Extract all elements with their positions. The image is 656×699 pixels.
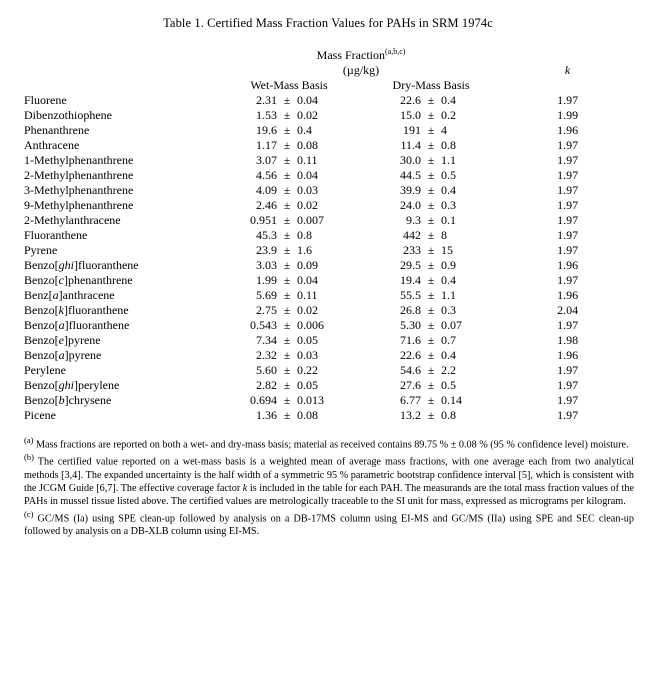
analyte-name: 3-Methylphenanthrene	[24, 183, 134, 197]
plus-minus-symbol: ±	[283, 138, 291, 152]
dry-mass-value: 6.77	[400, 393, 421, 407]
wet-mass-value: 0.951	[250, 213, 277, 227]
table-row	[24, 108, 632, 123]
analyte-name: Perylene	[24, 363, 66, 377]
dry-mass-value: 233	[403, 243, 421, 257]
table-row	[24, 183, 632, 198]
plus-minus-symbol: ±	[427, 273, 435, 287]
dry-mass-value: 22.6	[400, 348, 421, 362]
coverage-factor-value: 1.97	[557, 198, 579, 212]
page-title: Table 1. Certified Mass Fraction Values for PAHs in SRM 1974c	[163, 16, 493, 30]
analyte-name: Anthracene	[24, 138, 80, 152]
wet-mass-value: 5.69	[256, 288, 277, 302]
header-blank-1	[24, 47, 219, 63]
analyte-name: 9-Methylphenanthrene	[24, 198, 134, 212]
wet-mass-value: 2.46	[256, 198, 277, 212]
footnote	[24, 509, 634, 538]
table-row	[24, 138, 632, 153]
analyte-name: Benzo[c]phenanthrene	[24, 273, 133, 287]
plus-minus-symbol: ±	[427, 288, 435, 302]
wet-mass-uncertainty: 0.013	[297, 393, 324, 407]
dry-mass-uncertainty: 0.3	[441, 198, 456, 212]
wet-mass-value: 1.53	[256, 108, 277, 122]
coverage-factor-value: 2.04	[557, 303, 579, 317]
wet-mass-uncertainty: 0.11	[297, 288, 318, 302]
coverage-factor-value: 1.97	[557, 93, 579, 107]
coverage-factor-value: 1.97	[557, 138, 579, 152]
wet-mass-uncertainty: 0.02	[297, 303, 318, 317]
analyte-name: 2-Methylanthracene	[24, 213, 121, 227]
dry-mass-value: 9.3	[406, 213, 421, 227]
plus-minus-symbol: ±	[283, 363, 291, 377]
table-row	[24, 213, 632, 228]
wet-mass-uncertainty: 0.8	[297, 228, 312, 242]
wet-mass-uncertainty: 0.08	[297, 138, 318, 152]
plus-minus-symbol: ±	[283, 153, 291, 167]
wet-mass-value: 0.543	[250, 318, 277, 332]
footnote	[24, 452, 634, 508]
analyte-name: Benzo[b]chrysene	[24, 393, 112, 407]
wet-mass-uncertainty: 0.04	[297, 168, 318, 182]
header-coverage-factor: k	[564, 63, 571, 77]
plus-minus-symbol: ±	[427, 168, 435, 182]
wet-mass-uncertainty: 0.04	[297, 273, 318, 287]
wet-mass-uncertainty: 0.04	[297, 93, 318, 107]
plus-minus-symbol: ±	[283, 213, 291, 227]
wet-mass-uncertainty: 0.05	[297, 378, 318, 392]
analyte-name: 1-Methylphenanthrene	[24, 153, 134, 167]
wet-mass-uncertainty: 0.007	[297, 213, 324, 227]
analyte-name: Benzo[k]fluoranthene	[24, 303, 129, 317]
wet-mass-value: 1.99	[256, 273, 277, 287]
wet-mass-uncertainty: 0.22	[297, 363, 318, 377]
table-header	[24, 47, 632, 93]
table-row	[24, 378, 632, 393]
wet-mass-uncertainty: 0.03	[297, 183, 318, 197]
plus-minus-symbol: ±	[427, 363, 435, 377]
plus-minus-symbol: ±	[283, 288, 291, 302]
dry-mass-uncertainty: 2.2	[441, 363, 456, 377]
coverage-factor-value: 1.96	[557, 123, 579, 137]
table-row	[24, 228, 632, 243]
wet-mass-value: 1.36	[256, 408, 277, 422]
dry-mass-uncertainty: 0.5	[441, 168, 456, 182]
wet-mass-value: 19.6	[256, 123, 277, 137]
table-row	[24, 153, 632, 168]
analyte-name: Fluoranthene	[24, 228, 88, 242]
coverage-factor-value: 1.97	[557, 273, 579, 287]
table-row	[24, 258, 632, 273]
plus-minus-symbol: ±	[427, 348, 435, 362]
dry-mass-value: 24.0	[400, 198, 421, 212]
table-row	[24, 243, 632, 258]
table-row	[24, 348, 632, 363]
dry-mass-value: 29.5	[400, 258, 421, 272]
dry-mass-value: 54.6	[400, 363, 421, 377]
plus-minus-symbol: ±	[427, 243, 435, 257]
plus-minus-symbol: ±	[427, 318, 435, 332]
wet-mass-uncertainty: 0.02	[297, 108, 318, 122]
analyte-name: 2-Methylphenanthrene	[24, 168, 134, 182]
dry-mass-uncertainty: 0.1	[441, 213, 456, 227]
table-row	[24, 198, 632, 213]
analyte-name: Fluorene	[24, 93, 67, 107]
footnotes	[24, 435, 634, 539]
dry-mass-value: 442	[403, 228, 421, 242]
plus-minus-symbol: ±	[283, 183, 291, 197]
table-row	[24, 318, 632, 333]
footnote-marker: (a)	[24, 435, 34, 445]
plus-minus-symbol: ±	[427, 213, 435, 227]
analyte-name: Benzo[ghi]fluoranthene	[24, 258, 139, 272]
coverage-factor-value: 1.96	[557, 288, 579, 302]
dry-mass-uncertainty: 15	[441, 243, 453, 257]
dry-mass-value: 11.4	[400, 138, 421, 152]
plus-minus-symbol: ±	[283, 273, 291, 287]
analyte-name: Pyrene	[24, 243, 58, 257]
table-row	[24, 123, 632, 138]
wet-mass-uncertainty: 0.09	[297, 258, 318, 272]
wet-mass-value: 3.07	[256, 153, 277, 167]
coverage-factor-value: 1.96	[557, 258, 579, 272]
wet-mass-value: 2.82	[256, 378, 277, 392]
plus-minus-symbol: ±	[283, 168, 291, 182]
dry-mass-uncertainty: 1.1	[441, 288, 456, 302]
header-dry-mass-basis: Dry-Mass Basis	[392, 78, 470, 92]
wet-mass-value: 2.75	[256, 303, 277, 317]
header-blank-2	[24, 63, 219, 78]
document-page	[0, 16, 656, 699]
wet-mass-uncertainty: 0.03	[297, 348, 318, 362]
dry-mass-uncertainty: 0.3	[441, 303, 456, 317]
dry-mass-value: 71.6	[400, 333, 421, 347]
coverage-factor-value: 1.97	[557, 183, 579, 197]
dry-mass-value: 15.0	[400, 108, 421, 122]
coverage-factor-value: 1.99	[557, 108, 579, 122]
wet-mass-value: 2.31	[256, 93, 277, 107]
plus-minus-symbol: ±	[427, 378, 435, 392]
header-row-massfraction	[24, 47, 632, 63]
plus-minus-symbol: ±	[427, 123, 435, 137]
plus-minus-symbol: ±	[283, 123, 291, 137]
wet-mass-value: 4.09	[256, 183, 277, 197]
dry-mass-uncertainty: 0.4	[441, 183, 456, 197]
plus-minus-symbol: ±	[283, 198, 291, 212]
dry-mass-value: 30.0	[400, 153, 421, 167]
dry-mass-value: 26.8	[400, 303, 421, 317]
coverage-factor-value: 1.97	[557, 378, 579, 392]
plus-minus-symbol: ±	[283, 108, 291, 122]
plus-minus-symbol: ±	[283, 258, 291, 272]
coverage-factor-value: 1.97	[557, 213, 579, 227]
wet-mass-uncertainty: 0.08	[297, 408, 318, 422]
coverage-factor-value: 1.97	[557, 393, 579, 407]
table-row	[24, 93, 632, 108]
plus-minus-symbol: ±	[283, 348, 291, 362]
table-row	[24, 333, 632, 348]
analyte-name: Benzo[ghi]perylene	[24, 378, 120, 392]
wet-mass-value: 1.17	[256, 138, 277, 152]
analyte-name: Picene	[24, 408, 56, 422]
wet-mass-value: 5.60	[256, 363, 277, 377]
plus-minus-symbol: ±	[427, 228, 435, 242]
plus-minus-symbol: ±	[427, 183, 435, 197]
wet-mass-uncertainty: 0.05	[297, 333, 318, 347]
plus-minus-symbol: ±	[427, 303, 435, 317]
header-wet-mass-basis: Wet-Mass Basis	[250, 78, 328, 92]
wet-mass-uncertainty: 0.11	[297, 153, 318, 167]
analyte-name: Dibenzothiophene	[24, 108, 112, 122]
plus-minus-symbol: ±	[283, 333, 291, 347]
certified-values-table	[24, 47, 632, 423]
dry-mass-value: 27.6	[400, 378, 421, 392]
header-row-basis	[24, 78, 632, 93]
dry-mass-value: 55.5	[400, 288, 421, 302]
header-units: (µg/kg)	[342, 63, 380, 77]
wet-mass-value: 7.34	[256, 333, 277, 347]
coverage-factor-value: 1.97	[557, 228, 579, 242]
wet-mass-value: 2.32	[256, 348, 277, 362]
wet-mass-value: 0.694	[250, 393, 277, 407]
plus-minus-symbol: ±	[283, 93, 291, 107]
plus-minus-symbol: ±	[283, 303, 291, 317]
header-blank-3	[24, 78, 219, 93]
plus-minus-symbol: ±	[427, 393, 435, 407]
dry-mass-value: 5.30	[400, 318, 421, 332]
dry-mass-uncertainty: 0.4	[441, 273, 456, 287]
analyte-name: Benzo[e]pyrene	[24, 333, 101, 347]
table-row	[24, 168, 632, 183]
dry-mass-uncertainty: 0.9	[441, 258, 456, 272]
dry-mass-uncertainty: 0.4	[441, 348, 456, 362]
footnote-marker: (b)	[24, 452, 34, 463]
table-body	[24, 93, 632, 423]
dry-mass-value: 19.4	[400, 273, 421, 287]
table-row	[24, 408, 632, 423]
dry-mass-value: 44.5	[400, 168, 421, 182]
dry-mass-uncertainty: 0.5	[441, 378, 456, 392]
plus-minus-symbol: ±	[283, 393, 291, 407]
analyte-name: Benzo[a]pyrene	[24, 348, 102, 362]
plus-minus-symbol: ±	[283, 228, 291, 242]
coverage-factor-value: 1.97	[557, 153, 579, 167]
plus-minus-symbol: ±	[427, 108, 435, 122]
header-mass-fraction-footnote-marks: (a,b,c)	[384, 47, 406, 56]
footnote	[24, 435, 634, 451]
table-row	[24, 393, 632, 408]
dry-mass-uncertainty: 0.4	[441, 93, 456, 107]
coverage-factor-value: 1.97	[557, 243, 579, 257]
dry-mass-uncertainty: 0.8	[441, 138, 456, 152]
header-mass-fraction-label: Mass Fraction	[316, 48, 385, 62]
plus-minus-symbol: ±	[427, 138, 435, 152]
analyte-name: Benz[a]anthracene	[24, 288, 115, 302]
table-row	[24, 363, 632, 378]
dry-mass-value: 13.2	[400, 408, 421, 422]
header-mass-fraction	[219, 47, 503, 63]
dry-mass-uncertainty: 4	[441, 123, 447, 137]
plus-minus-symbol: ±	[283, 318, 291, 332]
dry-mass-uncertainty: 0.14	[441, 393, 462, 407]
dry-mass-uncertainty: 0.2	[441, 108, 456, 122]
header-blank-4	[503, 78, 632, 93]
dry-mass-uncertainty: 0.8	[441, 408, 456, 422]
plus-minus-symbol: ±	[427, 153, 435, 167]
dry-mass-value: 39.9	[400, 183, 421, 197]
footnote-marker: (c)	[24, 509, 34, 520]
plus-minus-symbol: ±	[283, 408, 291, 422]
coverage-factor-value: 1.97	[557, 363, 579, 377]
wet-mass-uncertainty: 0.4	[297, 123, 312, 137]
plus-minus-symbol: ±	[427, 93, 435, 107]
wet-mass-value: 23.9	[256, 243, 277, 257]
wet-mass-uncertainty: 1.6	[297, 243, 312, 257]
analyte-name: Benzo[a]fluoranthene	[24, 318, 130, 332]
analyte-name: Phenanthrene	[24, 123, 90, 137]
wet-mass-value: 3.03	[256, 258, 277, 272]
coverage-factor-value: 1.97	[557, 318, 579, 332]
dry-mass-uncertainty: 8	[441, 228, 447, 242]
coverage-factor-value: 1.97	[557, 168, 579, 182]
dry-mass-uncertainty: 0.7	[441, 333, 456, 347]
dry-mass-value: 191	[403, 123, 421, 137]
coverage-factor-value: 1.97	[557, 408, 579, 422]
footnote-text: The certified value reported on a wet-mass basis is a weighted mean of average mass fractions, with one average each from two analytical methods [3,4]. The expanded uncertainty is the half width of a symmetric 95 % parametric bootstrap confidence interval [5], which is consistent with the JCGM Guide [6,7]. The effective coverage factor k is included in the table for each PAH. The measurands are the total mass fraction values of the PAHs in mussel tissue listed above. The certified values are metrologically traceable to the SI unit for mass, expressed as micrograms per kilogram.	[24, 456, 634, 507]
table-row	[24, 288, 632, 303]
plus-minus-symbol: ±	[283, 243, 291, 257]
dry-mass-uncertainty: 1.1	[441, 153, 456, 167]
plus-minus-symbol: ±	[283, 378, 291, 392]
table-row	[24, 303, 632, 318]
plus-minus-symbol: ±	[427, 408, 435, 422]
plus-minus-symbol: ±	[427, 198, 435, 212]
wet-mass-uncertainty: 0.02	[297, 198, 318, 212]
dry-mass-value: 22.6	[400, 93, 421, 107]
dry-mass-uncertainty: 0.07	[441, 318, 462, 332]
footnote-text: GC/MS (Ia) using SPE clean-up followed by analysis on a DB-17MS column using EI-MS and GC/MS (IIa) using SPE and SEC clean-up followed by analysis on a DB-XLB column using EI-MS.	[24, 513, 634, 538]
wet-mass-uncertainty: 0.006	[297, 318, 324, 332]
wet-mass-value: 45.3	[256, 228, 277, 242]
coverage-factor-value: 1.96	[557, 348, 579, 362]
coverage-factor-value: 1.98	[557, 333, 579, 347]
footnote-text: Mass fractions are reported on both a wet- and dry-mass basis; material as received contains 89.75 % ± 0.08 % (95 % confidence level) moisture.	[33, 439, 629, 451]
plus-minus-symbol: ±	[427, 333, 435, 347]
wet-mass-value: 4.56	[256, 168, 277, 182]
plus-minus-symbol: ±	[427, 258, 435, 272]
table-row	[24, 273, 632, 288]
